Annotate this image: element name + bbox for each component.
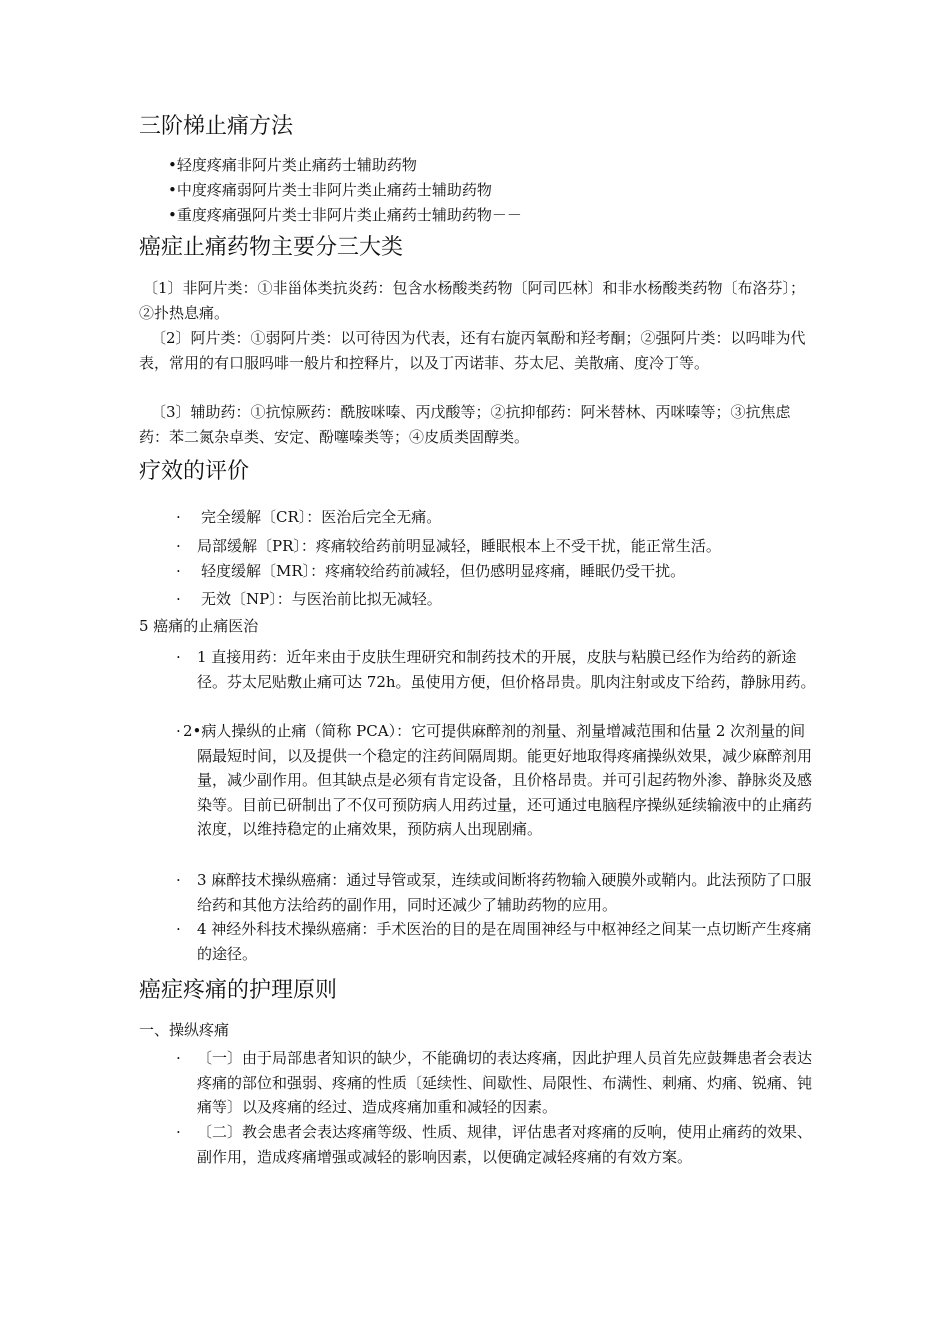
paragraph: 〔3〕辅助药：①抗惊厥药：酰胺咪嗪、丙戊酸等；②抗抑郁药：阿米替林、丙咪嗪等；③抗焦虑药：苯二氮杂卓类、安定、酚噻嗪类等；④皮质类固醇类。 xyxy=(139,403,791,446)
list-item: 完全缓解〔CR〕：医治后完全无痛。 xyxy=(201,508,442,526)
list-item: 〔一〕由于局部患者知识的缺少，不能确切的表达疼痛，因此护理人员首先应鼓舞患者会表达疼痛的部位和强弱、疼痛的性质〔延续性、间歇性、局限性、布满性、刺痛、灼痛、锐痛、钝痛等〕以及疼痛的经过、造成疼痛加重和减轻的因素。 xyxy=(197,1049,813,1116)
list-item: 局部缓解〔PR〕：疼痛较给药前明显减轻，睡眠根本上不受干扰，能正常生活。 xyxy=(197,537,721,555)
bullet: · xyxy=(176,562,181,580)
list-item: 2•病人操纵的止痛（简称 PCA）：它可提供麻醉剂的剂量、剂量增减范围和估量 2 次剂量的间隔最短时间，以及提供一个稳定的注药间隔周期。能更好地取得疼痛操纵效果，减少麻醉剂用量，减少副作用。但其缺点是必须有肯定设备，且价格昂贵。并可引起药物外渗、静脉炎及感染等。目前已研制出了不仅可预防病人用药过量，还可通过电脑程序操纵延续输液中的止痛药浓度，以维持稳定的止痛效果，预防病人出现剧痛。 xyxy=(183,722,813,838)
bullet: · xyxy=(176,722,181,740)
bullet: · xyxy=(176,590,181,608)
list-item: •重度疼痛强阿片类士非阿片类止痛药士辅助药物－－ xyxy=(168,206,522,224)
list-item: 1 直接用药：近年来由于皮肤生理研究和制药技术的开展，皮肤与粘膜已经作为给药的新途径。芬太尼贴敷止痛可达 72h。虽使用方便，但价格昂贵。肌肉注射或皮下给药，静脉用药。 xyxy=(197,648,816,691)
bullet: · xyxy=(176,1123,181,1141)
bullet: · xyxy=(176,920,181,938)
section-heading-efficacy: 疗效的评价 xyxy=(139,459,250,484)
list-item: 无效〔NP〕：与医治前比拟无减轻。 xyxy=(201,590,442,608)
bullet: · xyxy=(176,508,181,526)
section-heading-treatment: 5 癌痛的止痛医治 xyxy=(139,617,259,635)
bullet: · xyxy=(176,648,181,666)
list-item: •中度疼痛弱阿片类士非阿片类止痛药士辅助药物 xyxy=(168,181,492,199)
bullet: · xyxy=(176,537,181,555)
list-item: 〔二〕教会患者会表达疼痛等级、性质、规律，评估患者对疼痛的反响，使用止痛药的效果、副作用，造成疼痛增强或减轻的影响因素，以便确定减轻疼痛的有效方案。 xyxy=(197,1123,813,1166)
section-heading-drug-classes: 癌症止痛药物主要分三大类 xyxy=(139,235,404,260)
paragraph: 〔2〕阿片类：①弱阿片类：以可待因为代表，还有右旋丙氧酚和羟考酮；②强阿片类：以吗啡为代表，常用的有口服吗啡一般片和控释片，以及丁丙诺菲、芬太尼、美散痛、度冷丁等。 xyxy=(139,329,806,372)
bullet: · xyxy=(176,1049,181,1067)
list-item: 4 神经外科技术操纵癌痛：手术医治的目的是在周围神经与中枢神经之间某一点切断产生疼痛的途径。 xyxy=(197,920,812,963)
section-heading-three-step: 三阶梯止痛方法 xyxy=(139,114,294,139)
list-item: 3 麻醉技术操纵癌痛：通过导管或泵，连续或间断将药物输入硬膜外或鞘内。此法预防了口服给药和其他方法给药的副作用，同时还减少了辅助药物的应用。 xyxy=(197,871,812,914)
list-item: 轻度缓解〔MR〕：疼痛较给药前减轻，但仍感明显疼痛，睡眠仍受干扰。 xyxy=(201,562,686,580)
subheading-pain-control: 一、操纵疼痛 xyxy=(139,1021,230,1039)
bullet: · xyxy=(176,871,181,889)
section-heading-nursing-principles: 癌症疼痛的护理原则 xyxy=(139,978,338,1003)
list-item: •轻度疼痛非阿片类止痛药士辅助药物 xyxy=(168,156,417,174)
paragraph: 〔1〕非阿片类：①非甾体类抗炎药：包含水杨酸类药物〔阿司匹林〕和非水杨酸类药物〔布洛芬〕；②扑热息痛。 xyxy=(139,279,806,322)
